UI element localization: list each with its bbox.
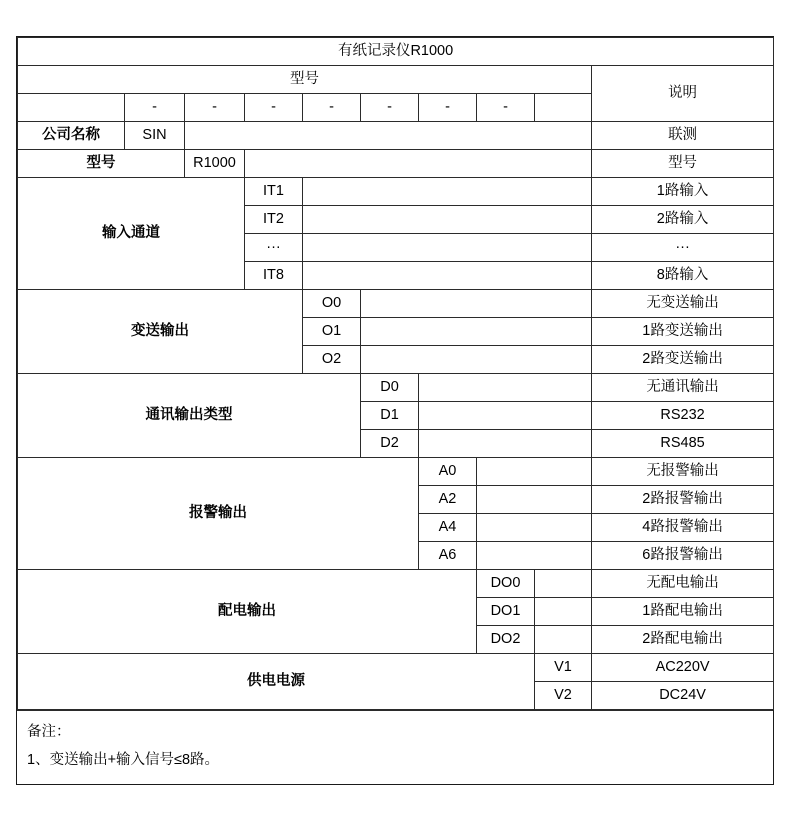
code-alarm-1: A2 (419, 486, 477, 514)
code-transmit-1: O1 (303, 318, 361, 346)
filler-alarm-1 (477, 486, 592, 514)
table-row-transmit-output-1 (18, 290, 774, 318)
header-desc-label: 说明 (592, 66, 774, 122)
footnote-line-2: 1、变送输出+输入信号≤8路。 (27, 751, 220, 768)
code-slot-0 (18, 94, 125, 122)
code-transmit-2: O2 (303, 346, 361, 374)
desc-input-3: 8路输入 (592, 262, 774, 290)
row-label-transmit-output: 变送输出 (18, 290, 303, 374)
desc-comm-0: 无通讯输出 (592, 374, 774, 402)
table-row-model (18, 150, 774, 178)
code-input-1: IT2 (245, 206, 303, 234)
filler-power-dist-2 (535, 626, 592, 654)
code-power-dist-1: DO1 (477, 598, 535, 626)
desc-power-supply-0: AC220V (592, 654, 774, 682)
table-footnote (17, 710, 773, 784)
filler-model (245, 150, 592, 178)
filler-input-1 (303, 206, 592, 234)
code-alarm-2: A4 (419, 514, 477, 542)
desc-input-2: ··· (592, 234, 774, 262)
table-row-alarm-output-1 (18, 458, 774, 486)
row-label-power-distribution: 配电输出 (18, 570, 477, 654)
desc-alarm-3: 6路报警输出 (592, 542, 774, 570)
row-label-alarm-output: 报警输出 (18, 458, 419, 570)
row-label-model: 型号 (18, 150, 185, 178)
filler-input-2 (303, 234, 592, 262)
code-input-0: IT1 (245, 178, 303, 206)
filler-input-3 (303, 262, 592, 290)
desc-company-0: 联测 (592, 122, 774, 150)
code-comm-0: D0 (361, 374, 419, 402)
code-power-dist-2: DO2 (477, 626, 535, 654)
desc-power-supply-1: DC24V (592, 682, 774, 710)
code-slot-8 (535, 94, 592, 122)
desc-input-1: 2路输入 (592, 206, 774, 234)
filler-alarm-2 (477, 514, 592, 542)
header-model-label: 型号 (18, 66, 592, 94)
code-alarm-0: A0 (419, 458, 477, 486)
filler-alarm-0 (477, 458, 592, 486)
table-header-row (18, 66, 774, 94)
footnote-line-1: 备注： (27, 724, 71, 740)
filler-comm-2 (419, 430, 592, 458)
desc-alarm-1: 2路报警输出 (592, 486, 774, 514)
code-transmit-0: O0 (303, 290, 361, 318)
desc-comm-1: RS232 (592, 402, 774, 430)
spec-table (17, 37, 774, 710)
desc-power-dist-0: 无配电输出 (592, 570, 774, 598)
row-label-input-channel: 输入通道 (18, 178, 245, 290)
code-slot-4: - (303, 94, 361, 122)
code-input-3: IT8 (245, 262, 303, 290)
code-power-supply-1: V2 (535, 682, 592, 710)
table-row-input-channel-1 (18, 178, 774, 206)
desc-transmit-1: 1路变送输出 (592, 318, 774, 346)
filler-comm-1 (419, 402, 592, 430)
filler-transmit-0 (361, 290, 592, 318)
desc-input-0: 1路输入 (592, 178, 774, 206)
code-alarm-3: A6 (419, 542, 477, 570)
table-row-company (18, 122, 774, 150)
row-label-company: 公司名称 (18, 122, 125, 150)
code-slot-7: - (477, 94, 535, 122)
table-title-row (18, 38, 774, 66)
desc-transmit-2: 2路变送输出 (592, 346, 774, 374)
row-label-power-supply: 供电电源 (18, 654, 535, 710)
code-slot-2: - (185, 94, 245, 122)
desc-model-0: 型号 (592, 150, 774, 178)
filler-transmit-2 (361, 346, 592, 374)
desc-power-dist-1: 1路配电输出 (592, 598, 774, 626)
desc-power-dist-2: 2路配电输出 (592, 626, 774, 654)
desc-alarm-0: 无报警输出 (592, 458, 774, 486)
code-slot-1: - (125, 94, 185, 122)
desc-alarm-2: 4路报警输出 (592, 514, 774, 542)
code-slot-3: - (245, 94, 303, 122)
filler-company (185, 122, 592, 150)
code-power-supply-0: V1 (535, 654, 592, 682)
code-power-dist-0: DO0 (477, 570, 535, 598)
code-slot-6: - (419, 94, 477, 122)
filler-input-0 (303, 178, 592, 206)
table-row-power-supply-1 (18, 654, 774, 682)
filler-comm-0 (419, 374, 592, 402)
spec-table-container (16, 36, 774, 785)
filler-power-dist-1 (535, 598, 592, 626)
table-row-power-distribution-1 (18, 570, 774, 598)
table-row-comm-output-1 (18, 374, 774, 402)
code-comm-1: D1 (361, 402, 419, 430)
code-company-0: SIN (125, 122, 185, 150)
filler-alarm-3 (477, 542, 592, 570)
filler-power-dist-0 (535, 570, 592, 598)
code-input-2: ··· (245, 234, 303, 262)
filler-transmit-1 (361, 318, 592, 346)
row-label-comm-output: 通讯输出类型 (18, 374, 361, 458)
desc-transmit-0: 无变送输出 (592, 290, 774, 318)
desc-comm-2: RS485 (592, 430, 774, 458)
code-model-0: R1000 (185, 150, 245, 178)
code-comm-2: D2 (361, 430, 419, 458)
code-slot-5: - (361, 94, 419, 122)
page-title: 有纸记录仪R1000 (18, 38, 774, 66)
